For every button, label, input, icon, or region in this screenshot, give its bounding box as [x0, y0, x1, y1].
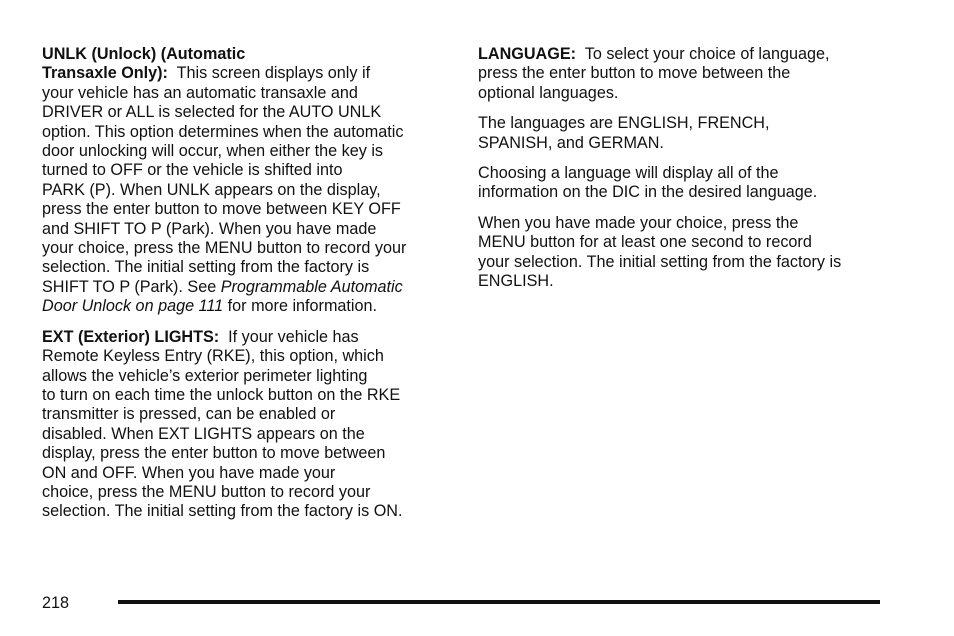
paragraph-line: Choosing a language will display all of the: [478, 164, 779, 183]
unlk-text-line: and SHIFT TO P (Park). When you have made: [42, 219, 377, 238]
language-text-line: press the enter button to move between the: [478, 64, 791, 83]
ext-lights-text-line: to turn on each time the unlock button on the RKE: [42, 385, 401, 404]
unlk-text-line: press the enter button to move between KEY OFF: [42, 200, 401, 219]
ext-lights-section: [42, 328, 448, 522]
unlk-text-line: option. This option determines when the automatic: [42, 122, 404, 141]
unlk-text-line: selection. The initial setting from the factory is: [42, 258, 370, 277]
ext-lights-text-line: Remote Keyless Entry (RKE), this option, which: [42, 347, 384, 366]
unlk-text-line: DRIVER or ALL is selected for the AUTO UNLK: [42, 103, 382, 122]
unlk-section: [42, 45, 448, 317]
right-column: [478, 45, 888, 302]
unlk-text-line: This screen displays only if: [167, 64, 371, 83]
choosing-language-paragraph: [478, 164, 888, 203]
unlk-text-line: turned to OFF or the vehicle is shifted into: [42, 161, 343, 180]
language-heading: LANGUAGE:: [478, 45, 577, 63]
paragraph-line: MENU button for at least one second to record: [478, 233, 812, 252]
unlk-cross-reference: Programmable Automatic: [220, 277, 403, 296]
unlk-see-text: SHIFT TO P (Park). See: [42, 277, 221, 296]
ext-lights-text-line: ON and OFF. When you have made your: [42, 463, 336, 482]
page-number: 218: [42, 594, 70, 612]
ext-lights-text-line: transmitter is pressed, can be enabled or: [42, 405, 336, 424]
languages-list-paragraph: [478, 114, 888, 153]
paragraph-line: information on the DIC in the desired language.: [478, 183, 818, 202]
unlk-text-line: door unlocking will occur, when either the key is: [42, 142, 384, 161]
paragraph-line: When you have made your choice, press the: [478, 213, 799, 232]
paragraph-line: The languages are ENGLISH, FRENCH,: [478, 114, 770, 133]
unlk-text-line: PARK (P). When UNLK appears on the display,: [42, 180, 381, 199]
language-text-line: optional languages.: [478, 83, 619, 102]
ext-lights-text-line: disabled. When EXT LIGHTS appears on the: [42, 424, 365, 443]
left-column: [42, 45, 448, 533]
unlk-heading: UNLK (Unlock) (Automatic: [42, 45, 246, 63]
paragraph-line: your selection. The initial setting from the factory is: [478, 252, 842, 271]
unlk-more-info: for more information.: [223, 297, 378, 316]
ext-lights-text-line: allows the vehicle’s exterior perimeter lighting: [42, 366, 368, 385]
paragraph-line: SPANISH, and GERMAN.: [478, 133, 664, 152]
record-selection-paragraph: [478, 214, 888, 292]
ext-lights-text-line: If your vehicle has: [219, 327, 359, 346]
ext-lights-text-line: display, press the enter button to move between: [42, 444, 386, 463]
unlk-text-line: your choice, press the MENU button to record your: [42, 239, 407, 258]
language-section: [478, 45, 888, 103]
ext-lights-text-line: selection. The initial setting from the factory is ON.: [42, 502, 403, 521]
paragraph-line: ENGLISH.: [478, 272, 554, 291]
unlk-cross-reference-page: Door Unlock on page 111: [42, 297, 224, 316]
unlk-heading-cont: Transaxle Only):: [42, 64, 168, 83]
language-text-line: To select your choice of language,: [576, 45, 830, 63]
unlk-text-line: your vehicle has an automatic transaxle and: [42, 83, 358, 102]
footer-rule: [118, 600, 880, 604]
ext-lights-heading: EXT (Exterior) LIGHTS:: [42, 327, 220, 346]
ext-lights-text-line: choice, press the MENU button to record your: [42, 482, 371, 501]
